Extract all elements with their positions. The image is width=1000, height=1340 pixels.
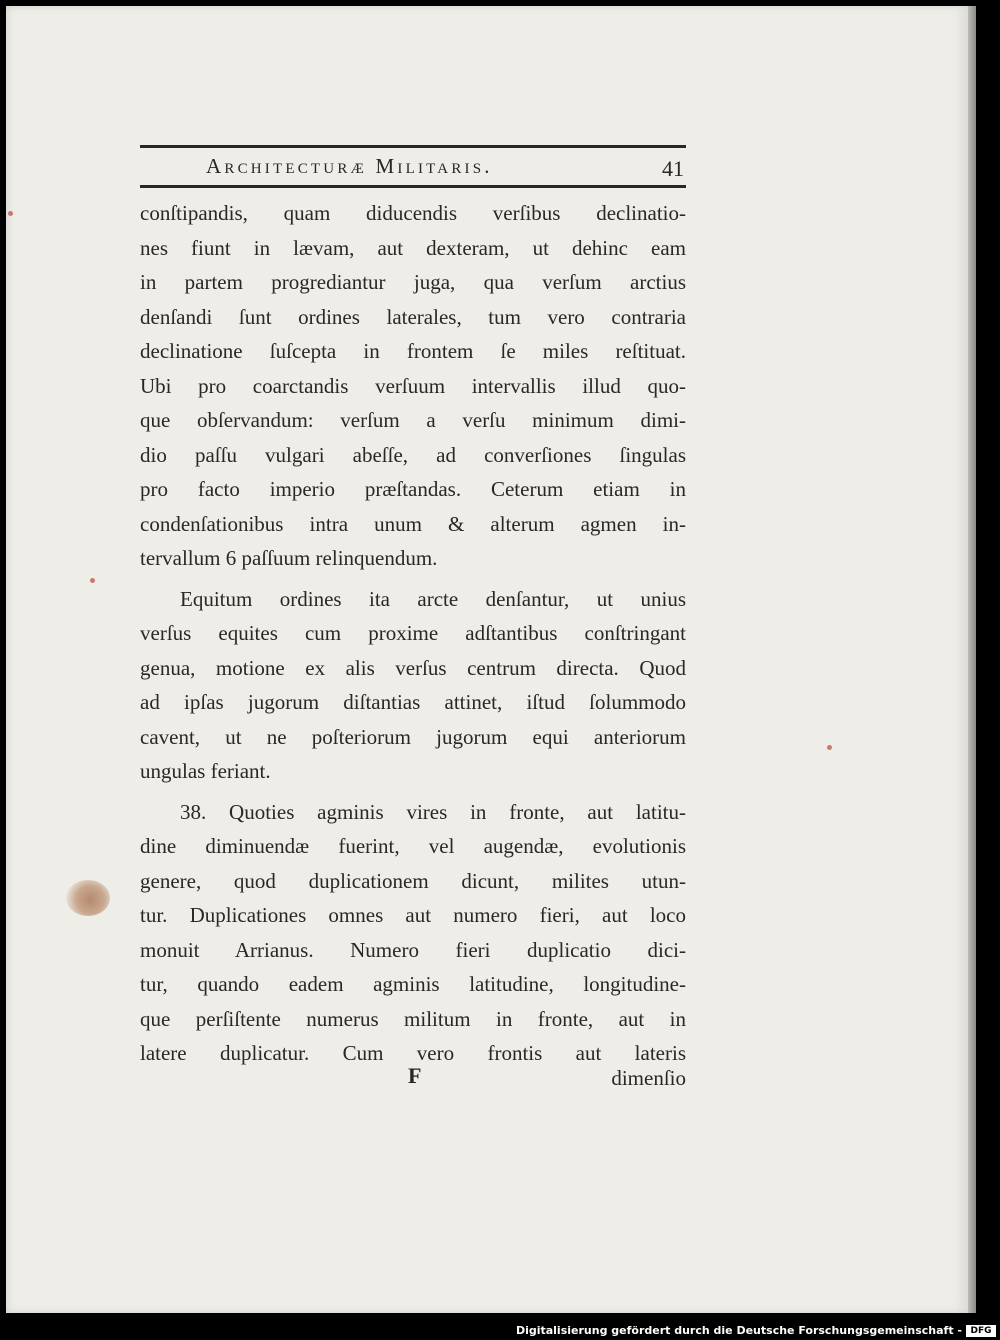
text-line: tur, quando eadem agminis latitudine, longitudine-: [140, 972, 686, 996]
text-line: denſandi ſunt ordines laterales, tum vero contraria: [140, 304, 686, 329]
credit-text: Digitalisierung gefördert durch die Deutsche Forschungsgemeinschaft -: [515, 1324, 962, 1337]
text-line: pro facto imperio præſtandas. Ceterum etiam in: [140, 477, 686, 501]
text-line: que obſervandum: verſum a verſu minimum dimi-: [140, 408, 686, 432]
body-text: [140, 196, 686, 1071]
ink-spot: [827, 745, 832, 750]
text-line: latere duplicatur. Cum vero frontis aut lateris: [140, 1041, 686, 1065]
text-line: genere, quod duplicationem dicunt, milites utun-: [140, 868, 686, 893]
text-line: que perſiſtente numerus militum in fronte, aut in: [140, 1006, 686, 1031]
credit-bar: [0, 1322, 1000, 1340]
running-head: [140, 152, 686, 184]
text-line: nes fiunt in lævam, aut dexteram, ut dehinc eam: [140, 235, 686, 260]
signature-mark: F: [408, 1063, 422, 1088]
text-line: condenſationibus intra unum & alterum agmen in-: [140, 511, 686, 536]
text-line: dio paſſu vulgari abeſſe, ad converſiones ſingulas: [140, 442, 686, 467]
foxing-stain: [66, 880, 110, 916]
catchword: dimenſio: [611, 1066, 686, 1090]
text-line: 38. Quoties agminis vires in fronte, aut latitu-: [180, 799, 686, 824]
text-line: dine diminuendæ fuerint, vel augendæ, evolutionis: [140, 834, 686, 858]
text-line: monuit Arrianus. Numero fieri duplicatio dici-: [140, 937, 686, 962]
running-title: Architecturæ Militaris.: [206, 154, 493, 178]
text-line: tur. Duplicationes omnes aut numero fieri, aut loco: [140, 903, 686, 927]
header-rule-bottom: [140, 185, 686, 188]
text-line: tervallum 6 paſſuum relinquendum.: [140, 546, 438, 570]
text-line: ungulas feriant.: [140, 759, 271, 783]
page-number: 41: [662, 156, 684, 181]
text-line: genua, motione ex alis verſus centrum directa. Quod: [140, 655, 686, 680]
text-line: ad ipſas jugorum diſtantias attinet, iſtud ſolummodo: [140, 690, 686, 714]
dfg-logo: DFG: [966, 1325, 996, 1337]
text-line: cavent, ut ne poſteriorum jugorum equi anteriorum: [140, 724, 686, 749]
text-line: Equitum ordines ita arcte denſantur, ut unius: [180, 586, 686, 611]
ink-spot: [8, 211, 13, 216]
page-footer: [140, 1063, 686, 1097]
header-rule-top: [140, 145, 686, 148]
text-line: in partem progrediantur juga, qua verſum arctius: [140, 270, 686, 294]
ink-spot: [90, 578, 95, 583]
text-line: declinatione ſuſcepta in frontem ſe miles reſtituat.: [140, 339, 686, 363]
text-line: verſus equites cum proxime adſtantibus conſtringant: [140, 621, 686, 645]
page-edge: [968, 6, 976, 1313]
text-line: conſtipandis, quam diducendis verſibus declinatio-: [140, 201, 686, 225]
text-line: Ubi pro coarctandis verſuum intervallis illud quo-: [140, 373, 686, 398]
